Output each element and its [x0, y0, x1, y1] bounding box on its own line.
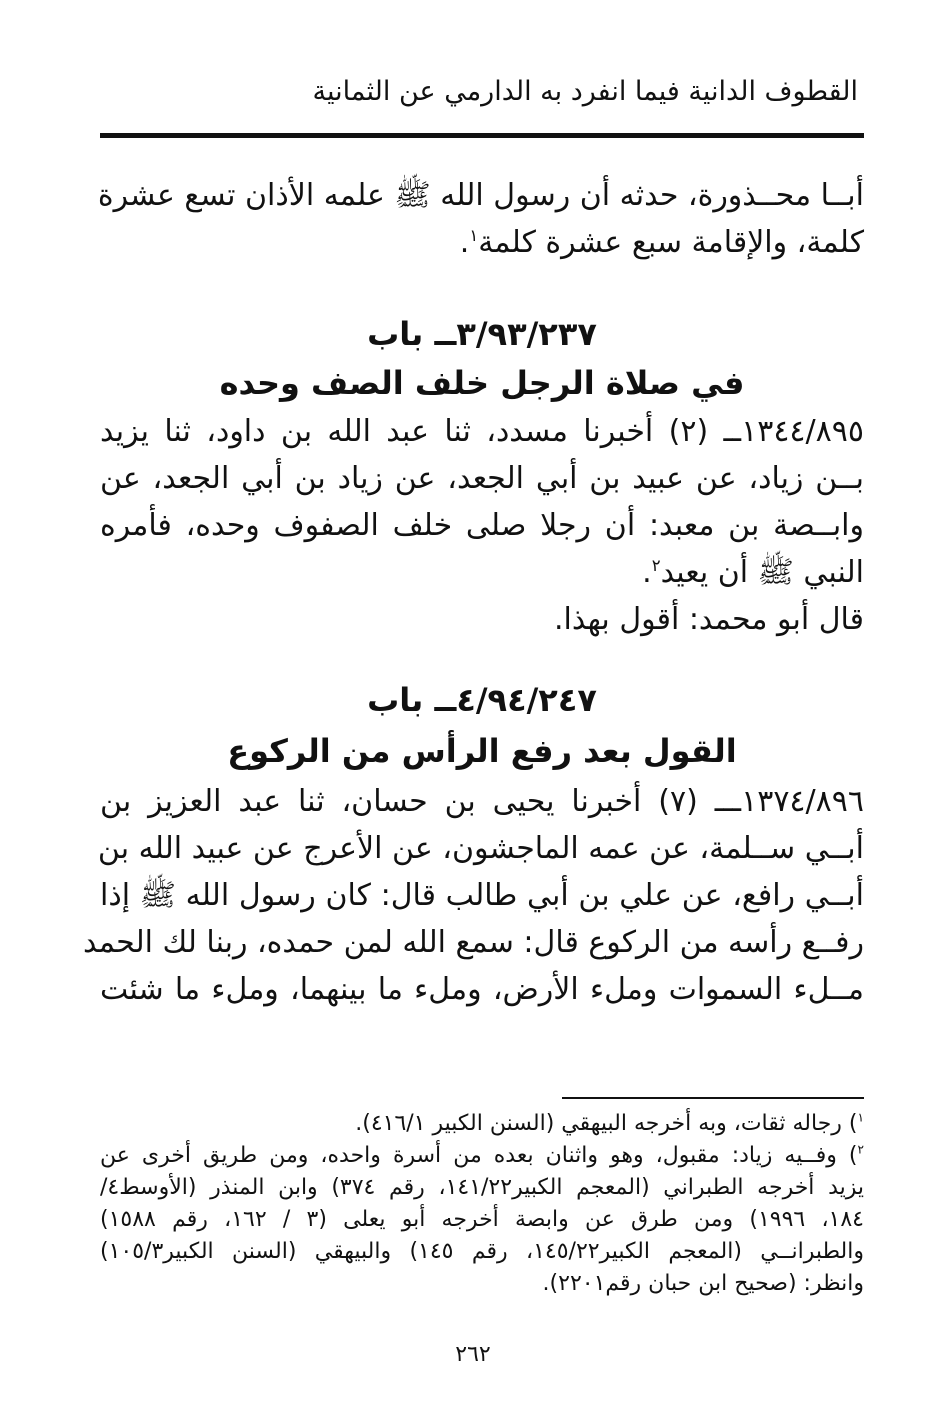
page-number: ٢٦٢ [455, 1342, 491, 1367]
text-line: ١٣٧٤/٨٩٦ـــ (٧) أخبرنا يحيى بن حسان، ثنا عبد العزيز بن [100, 784, 864, 819]
footnote-1: $^١$) رجاله ثقات، وبه أخرجه البيهقي (السنن الكبير ٤١٦/١). [355, 1110, 864, 1136]
footnote-2: $^٢$) وفــيه زياد: مقبول، وهو واثنان بعده من أسرة واحده، ومن طريق أخرى عن [100, 1142, 864, 1168]
hadith-paragraph [100, 408, 864, 643]
footnote-line: ١٨٤، ١٩٩٦) ومن طرق عن وابصة أخرجه أبو يعلى (٣ / ١٦٢، رقم ١٥٨٨) [100, 1207, 864, 1232]
text-line: أبــي رافع، عن علي بن أبي طالب قال: كان رسول الله ﷺ إذا [100, 878, 864, 913]
intro-paragraph [97, 172, 864, 266]
footnote-number: ٢ [857, 1142, 864, 1157]
text-line: أبــي ســلمة، عن عمه الماجشون، عن الأعرج عن عبيد الله بن [97, 831, 864, 866]
header-rule [100, 133, 864, 138]
footnote-number: ١ [857, 1110, 864, 1125]
text-line: أبــا محــذورة، حدثه أن رسول الله ﷺ علمه الأذان تسع عشرة [97, 178, 864, 213]
text-line: كلمة، والإقامة سبع عشرة كلمة$^١$. [459, 225, 864, 260]
text-line: وابــصة بن معبد: أن رجلا صلى خلف الصفوف وحده، فأمره [100, 508, 864, 543]
text-line: مــلء السموات وملء الأرض، وملء ما بينهما، وملء ما شئت [100, 972, 864, 1007]
footnote-line: يزيد أخرجه الطبراني (المعجم الكبير١٤١/٢٢، رقم ٣٧٤) وابن المنذر (الأوسط٤/ [100, 1175, 864, 1200]
footnotes [100, 1108, 864, 1300]
section-title: في صلاة الرجل خلف الصف وحده [219, 364, 745, 402]
footnote-marker[interactable]: ١ [469, 226, 479, 245]
running-header: القطوف الدانية فيما انفرد به الدارمي عن الثمانية [312, 76, 858, 107]
text-line: ١٣٤٤/٨٩٥ــ (٢) أخبرنا مسدد، ثنا عبد الله بن داود، ثنا يزيد [100, 414, 864, 449]
section-number: ٣/٩٣/٢٣٧ــ باب [367, 315, 597, 353]
text-line: بــن زياد، عن عبيد بن أبي الجعد، عن زياد بن أبي الجعد، عن [100, 461, 864, 496]
text-line: قال أبو محمد: أقول بهذا. [553, 602, 864, 637]
text-line: رفــع رأسه من الركوع قال: سمع الله لمن حمده، ربنا لك الحمد [83, 925, 864, 960]
footnote-marker[interactable]: ٢ [651, 556, 661, 575]
footnote-line: وانظر: (صحيح ابن حبان رقم٢٢٠١). [542, 1271, 864, 1296]
footnote-line: والطبرانــي (المعجم الكبير١٤٥/٢٢، رقم ١٤٥) والبيهقي (السنن الكبير١٠٥/٣) [100, 1239, 864, 1264]
text-line: النبي ﷺ أن يعيد$^٢$. [642, 555, 864, 590]
hadith-paragraph [83, 778, 864, 1013]
section-number: ٤/٩٤/٢٤٧ــ باب [367, 681, 597, 719]
footnote-rule [562, 1097, 864, 1099]
section-title: القول بعد رفع الرأس من الركوع [227, 732, 737, 770]
